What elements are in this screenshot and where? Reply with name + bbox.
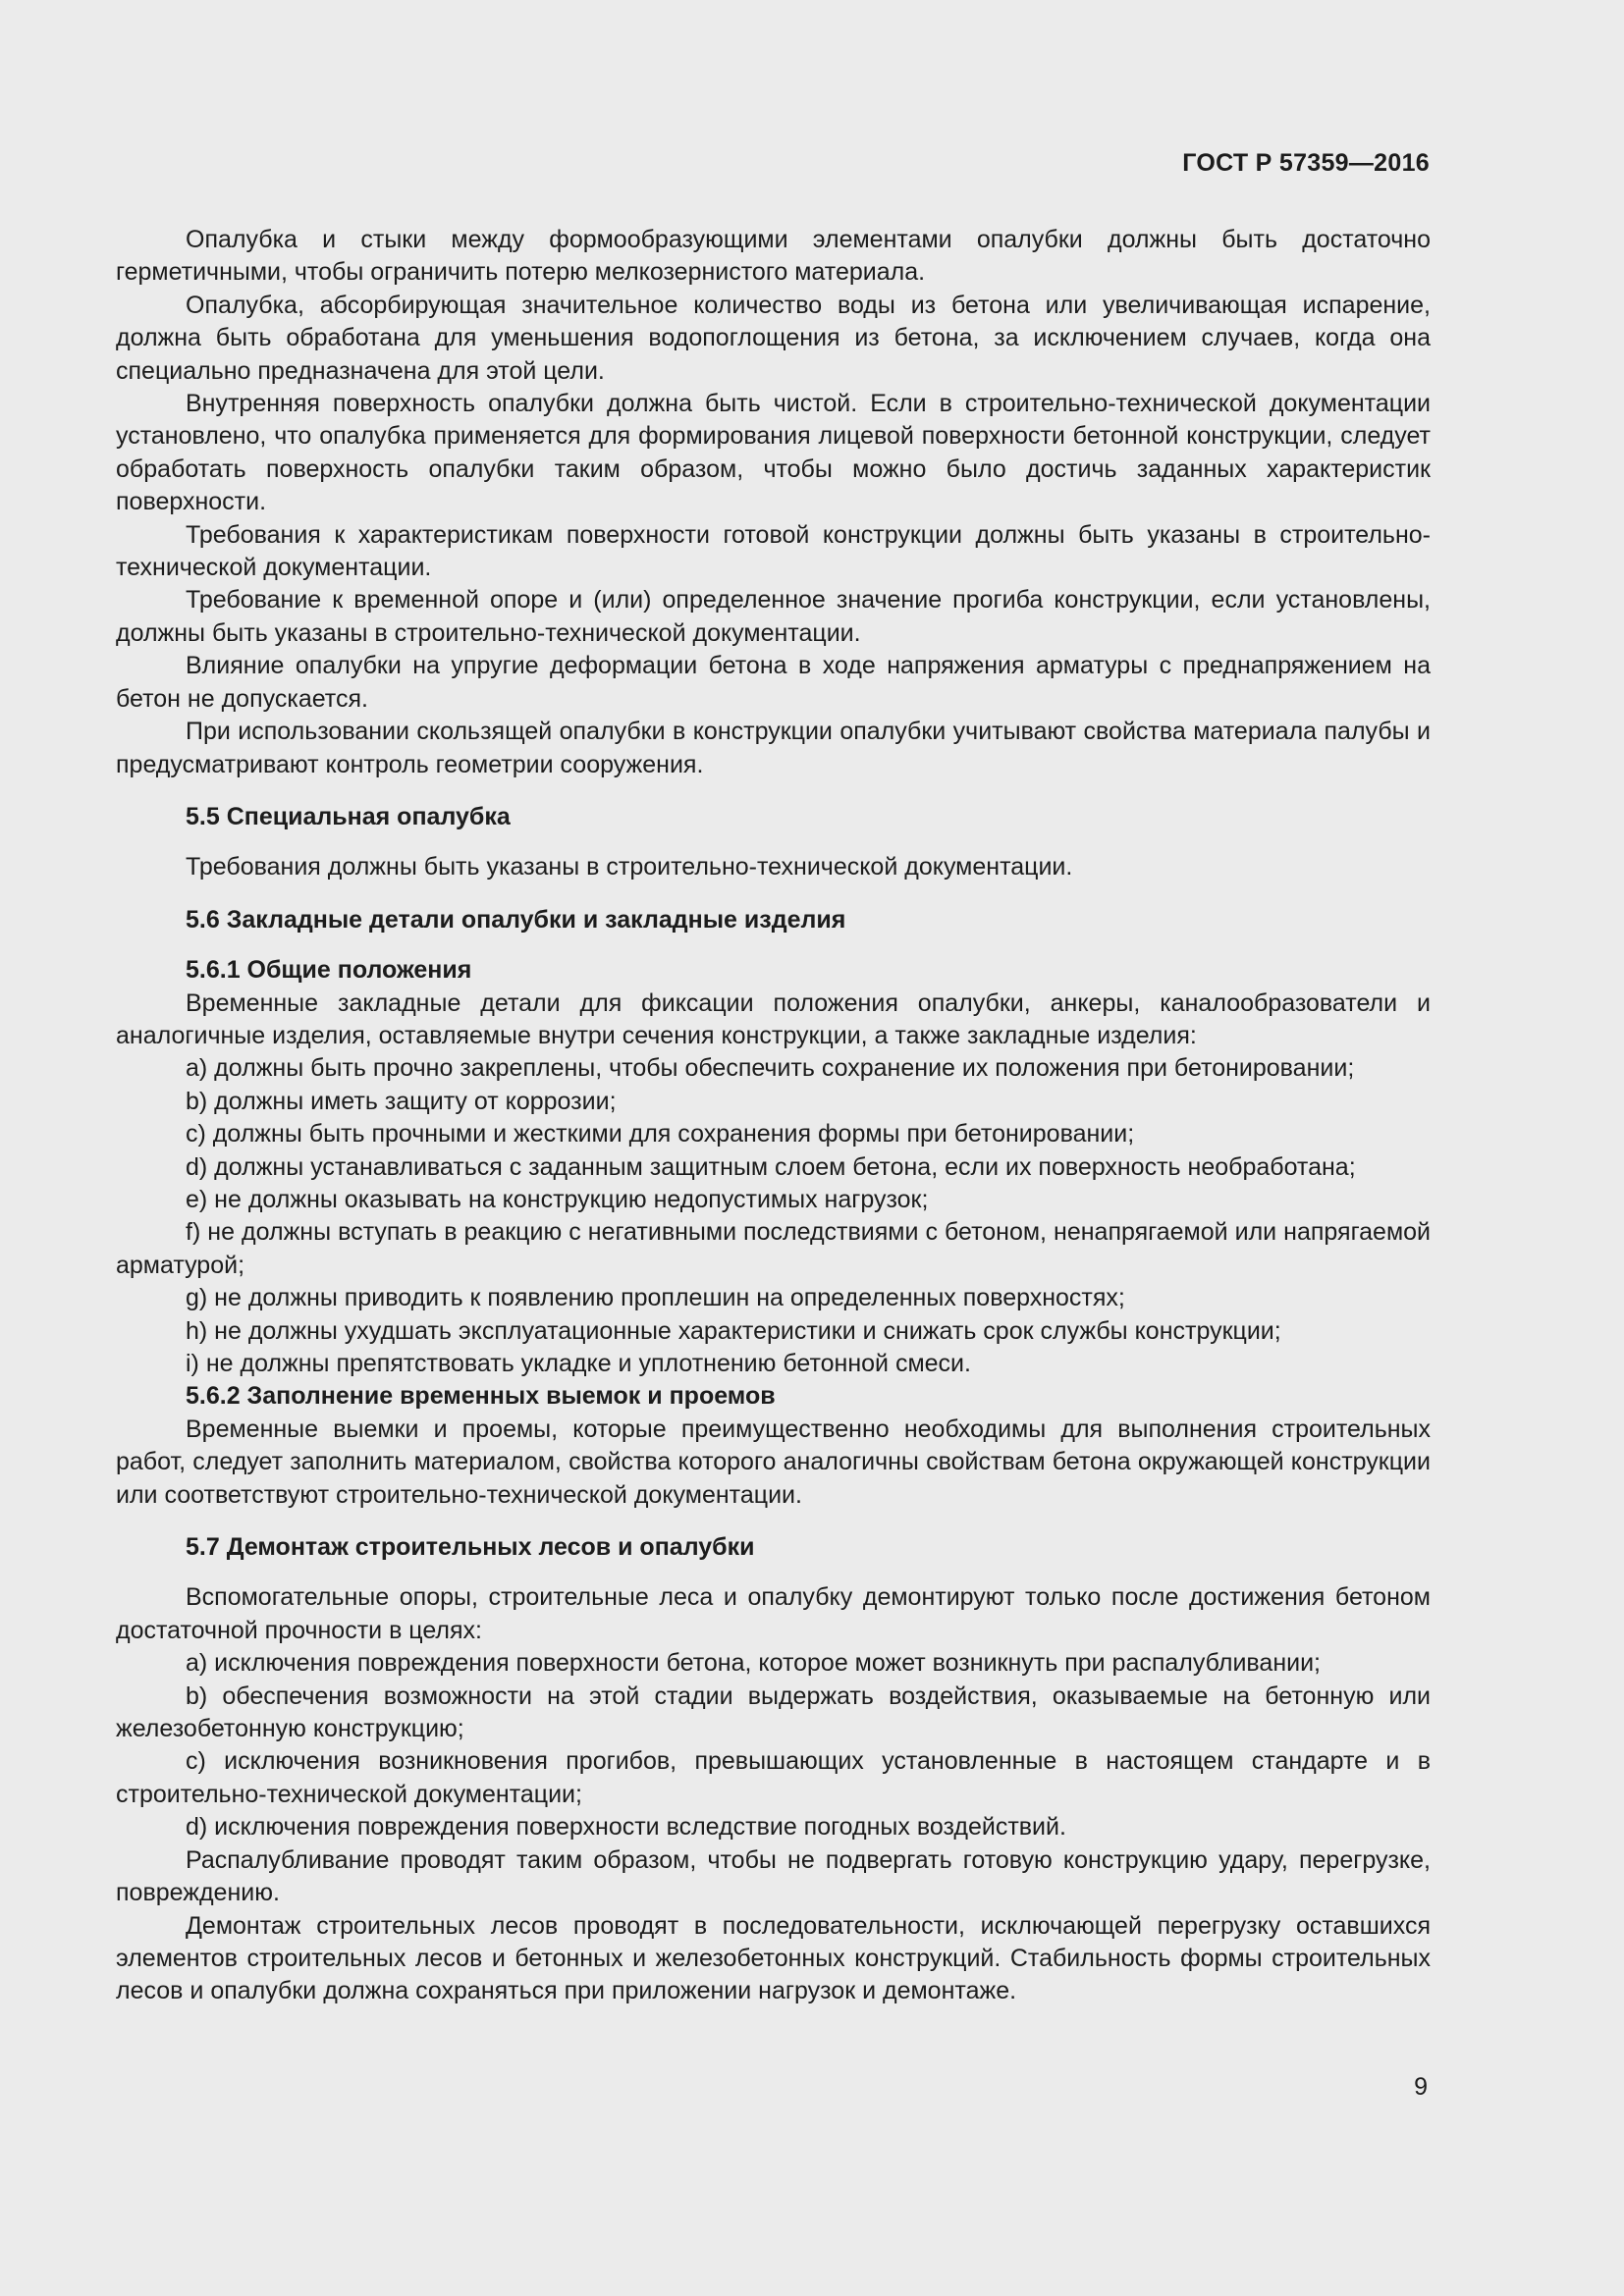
list-item: h) не должны ухудшать эксплуатационные характеристики и снижать срок службы конструкции; (186, 1316, 1281, 1345)
paragraph: Опалубка, абсорбирующая значительное количество воды из бетона или увеличивающая испарение, должна быть обработана для уменьшения водопоглощения из бетона, за исключением случаев, когда она специально предназначена для этой цели. (116, 291, 1431, 385)
paragraph: Влияние опалубки на упругие деформации бетона в ходе напряжения арматуры с преднапряжением на бетон не допускается. (116, 652, 1431, 713)
list-item: c) должны быть прочными и жесткими для сохранения формы при бетонировании; (186, 1120, 1135, 1148)
list-item: a) должны быть прочно закреплены, чтобы обеспечить сохранение их положения при бетонировании; (186, 1054, 1355, 1083)
paragraph: Внутренняя поверхность опалубки должна быть чистой. Если в строительно-технической документации установлено, что опалубка применяется для формирования лицевой поверхности бетонной конструкции, следует обработать поверхность опалубки таким образом, чтобы можно было достичь заданных характеристик поверхности. (116, 390, 1431, 516)
section-heading-5-6: 5.6 Закладные детали опалубки и закладные изделия (186, 905, 846, 934)
paragraph: Требование к временной опоре и (или) определенное значение прогиба конструкции, если установлены, должны быть указаны в строительно-технической документации. (116, 586, 1431, 647)
list-item: g) не должны приводить к появлению проплешин на определенных поверхностях; (186, 1284, 1125, 1312)
paragraph: Опалубка и стыки между формообразующими элементами опалубки должны быть достаточно герметичными, чтобы ограничить потерю мелкозернистого материала. (116, 226, 1431, 287)
document-code: ГОСТ Р 57359—2016 (1182, 149, 1430, 177)
page-number: 9 (1414, 2073, 1428, 2101)
list-item: b) обеспечения возможности на этой стадии выдержать воздействия, оказываемые на бетонную или железобетонную конструкцию; (116, 1682, 1431, 1743)
paragraph: Временные закладные детали для фиксации положения опалубки, анкеры, каналообразователи и аналогичные изделия, оставляемые внутри сечения конструкции, а также закладные изделия: (116, 988, 1431, 1049)
section-heading-5-5: 5.5 Специальная опалубка (186, 802, 511, 830)
list-item: b) должны иметь защиту от коррозии; (186, 1087, 617, 1115)
list-item: i) не должны препятствовать укладке и уплотнению бетонной смеси. (186, 1350, 971, 1377)
list-item: a) исключения повреждения поверхности бетона, которое может возникнуть при распалубливании; (186, 1649, 1322, 1678)
paragraph: При использовании скользящей опалубки в конструкции опалубки учитывают свойства материала палубы и предусматривают контроль геометрии сооружения. (116, 718, 1431, 778)
paragraph: Демонтаж строительных лесов проводят в последовательности, исключающей перегрузку оставшихся элементов строительных лесов и бетонных и железобетонных конструкций. Стабильность формы строительных лесов и опалубки должна сохраняться при приложении нагрузок и демонтаже. (116, 1911, 1431, 2005)
paragraph: Временные выемки и проемы, которые преимущественно необходимы для выполнения строительных работ, следует заполнить материалом, свойства которого аналогичны свойствам бетона окружающей конструкции или соответствуют строительно-технической документации. (116, 1415, 1431, 1509)
section-heading-5-7: 5.7 Демонтаж строительных лесов и опалубки (186, 1533, 755, 1562)
section-heading-5-6-1: 5.6.1 Общие положения (186, 956, 472, 985)
list-item: f) не должны вступать в реакцию с негативными последствиями с бетоном, ненапрягаемой или напрягаемой арматурой; (116, 1218, 1431, 1279)
list-item: d) исключения повреждения поверхности вследствие погодных воздействий. (186, 1813, 1066, 1842)
list-item: d) должны устанавливаться с заданным защитным слоем бетона, если их поверхность необработана; (186, 1152, 1356, 1181)
list-item: e) не должны оказывать на конструкцию недопустимых нагрузок; (186, 1185, 929, 1213)
list-item: c) исключения возникновения прогибов, превышающих установленные в настоящем стандарте и в строительно-технической документации; (116, 1747, 1431, 1808)
paragraph: Требования должны быть указаны в строительно-технической документации. (186, 853, 1073, 881)
paragraph: Требования к характеристикам поверхности готовой конструкции должны быть указаны в строительно-технической документации. (116, 520, 1431, 582)
section-heading-5-6-2: 5.6.2 Заполнение временных выемок и проемов (186, 1382, 776, 1411)
document-body (116, 224, 1431, 2008)
paragraph: Вспомогательные опоры, строительные леса и опалубку демонтируют только после достижения бетоном достаточной прочности в целях: (116, 1583, 1431, 1644)
paragraph: Распалубливание проводят таким образом, чтобы не подвергать готовую конструкцию удару, перегрузке, повреждению. (116, 1845, 1431, 1907)
